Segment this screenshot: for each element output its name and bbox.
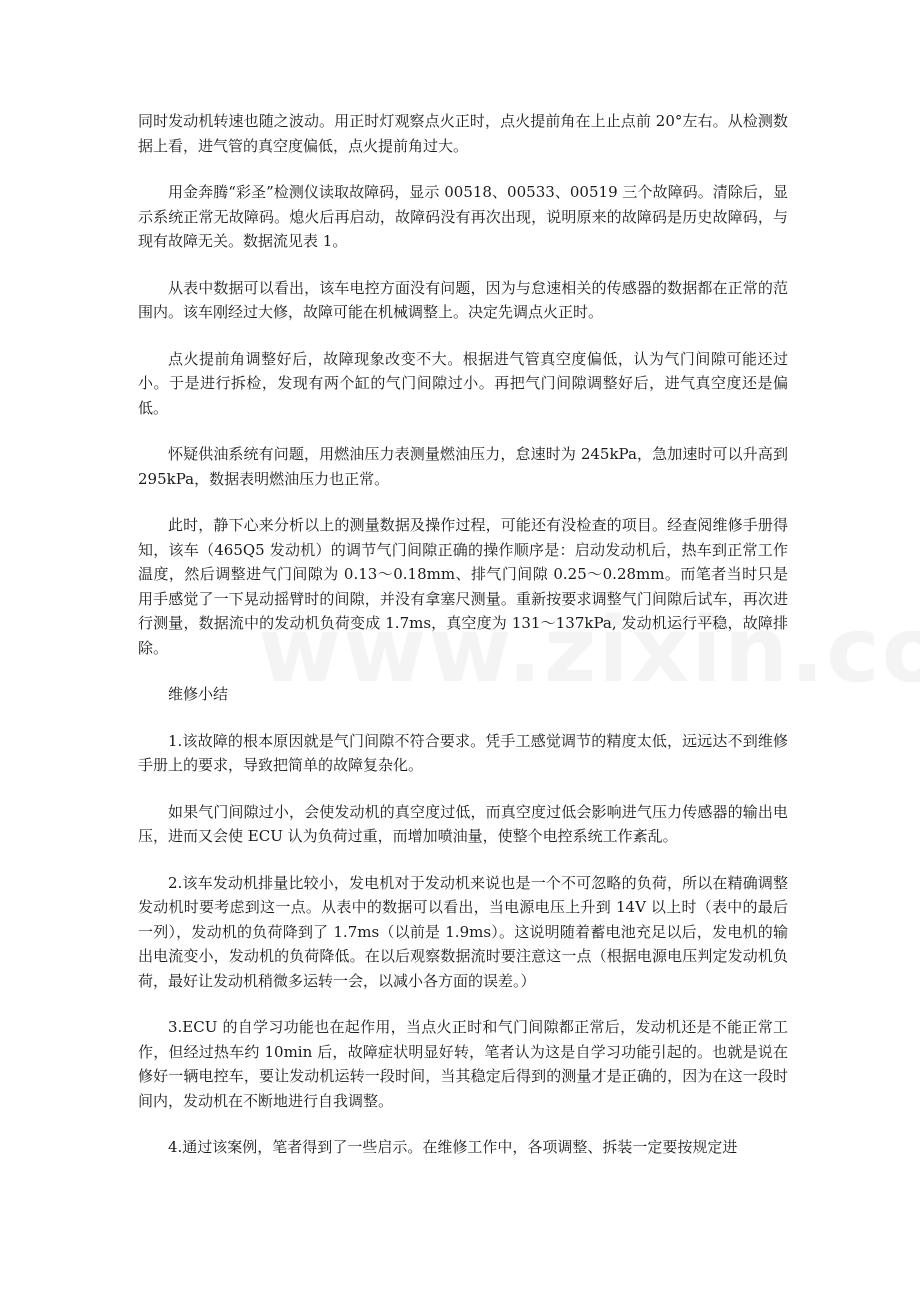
section-heading-summary: 维修小结	[168, 685, 229, 703]
paragraph-6: 此时，静下心来分析以上的测量数据及操作过程，可能还有没检查的项目。经查阅维修手册得知，该车（465Q5 发动机）的调节气门间隙正确的操作顺序是：启动发动机后，热车到正常工作温度，然后调整进气门间隙为 0.13～0.18mm、排气门间隙 0.25～0.28mm。而笔者当时只是用手感觉了一下晃动摇臂时的间隙，并没有拿塞尺测量。重新按要求调整气门间隙后试车，再次进行测量，数据流中的发动机负荷变成 1.7ms，真空度为 131～137kPa, 发动机运行平稳，故障排除。	[138, 516, 788, 657]
document-body	[138, 109, 788, 1182]
paragraph-summary-2: 2.该车发动机排量比较小，发电机对于发动机来说也是一个不可忽略的负荷，所以在精确调整发动机时要考虑到这一点。从表中的数据可以看出，当电源电压上升到 14V 以上时（表中的最后一列），发动机的负荷降到了 1.7ms（以前是 1.9ms）。这说明随着蓄电池充足以后，发电机的输出电流变小，发动机的负荷降低。在以后观察数据流时要注意这一点（根据电源电压判定发动机负荷，最好让发动机稍微多运转一会，以减小各方面的误差。）	[138, 873, 788, 990]
paragraph-summary-3: 3.ECU 的自学习功能也在起作用，当点火正时和气门间隙都正常后，发动机还是不能正常工作，但经过热车约 10min 后，故障症状明显好转，笔者认为这是自学习功能引起的。也就是说在修好一辆电控车，要让发动机运转一段时间，当其稳定后得到的测量才是正确的，因为在这一段时间内，发动机在不断地进行自我调整。	[138, 1018, 788, 1110]
paragraph-2: 用金奔腾“彩圣”检测仪读取故障码，显示 00518、00533、00519 三个故障码。清除后，显示系统正常无故障码。熄火后再启动，故障码没有再次出现，说明原来的故障码是历史故障码，与现有故障无关。数据流见表 1。	[138, 183, 788, 250]
paragraph-summary-1: 1.该故障的根本原因就是气门间隙不符合要求。凭手工感觉调节的精度太低，远远达不到维修手册上的要求，导致把简单的故障复杂化。	[138, 731, 788, 774]
paragraph-3: 从表中数据可以看出，该车电控方面没有问题，因为与怠速相关的传感器的数据都在正常的范围内。该车刚经过大修，故障可能在机械调整上。决定先调点火正时。	[138, 278, 788, 321]
paragraph-summary-1b: 如果气门间隙过小，会使发动机的真空度过低，而真空度过低会影响进气压力传感器的输出电压，进而又会使 ECU 认为负荷过重，而增加喷油量，使整个电控系统工作紊乱。	[138, 802, 788, 845]
paragraph-5: 怀疑供油系统有问题，用燃油压力表测量燃油压力，怠速时为 245kPa，急加速时可以升高到 295kPa，数据表明燃油压力也正常。	[138, 445, 788, 488]
paragraph-4: 点火提前角调整好后，故障现象改变不大。根据进气管真空度偏低，认为气门间隙可能还过小。于是进行拆检，发现有两个缸的气门间隙过小。再把气门间隙调整好后，进气真空度还是偏低。	[138, 349, 788, 417]
paragraph-1: 同时发动机转速也随之波动。用正时灯观察点火正时，点火提前角在上止点前 20°左右。从检测数据上看，进气管的真空度偏低，点火提前角过大。	[138, 112, 788, 155]
paragraph-summary-4: 4.通过该案例，笔者得到了一些启示。在维修工作中，各项调整、拆装一定要按规定进	[168, 1138, 738, 1156]
